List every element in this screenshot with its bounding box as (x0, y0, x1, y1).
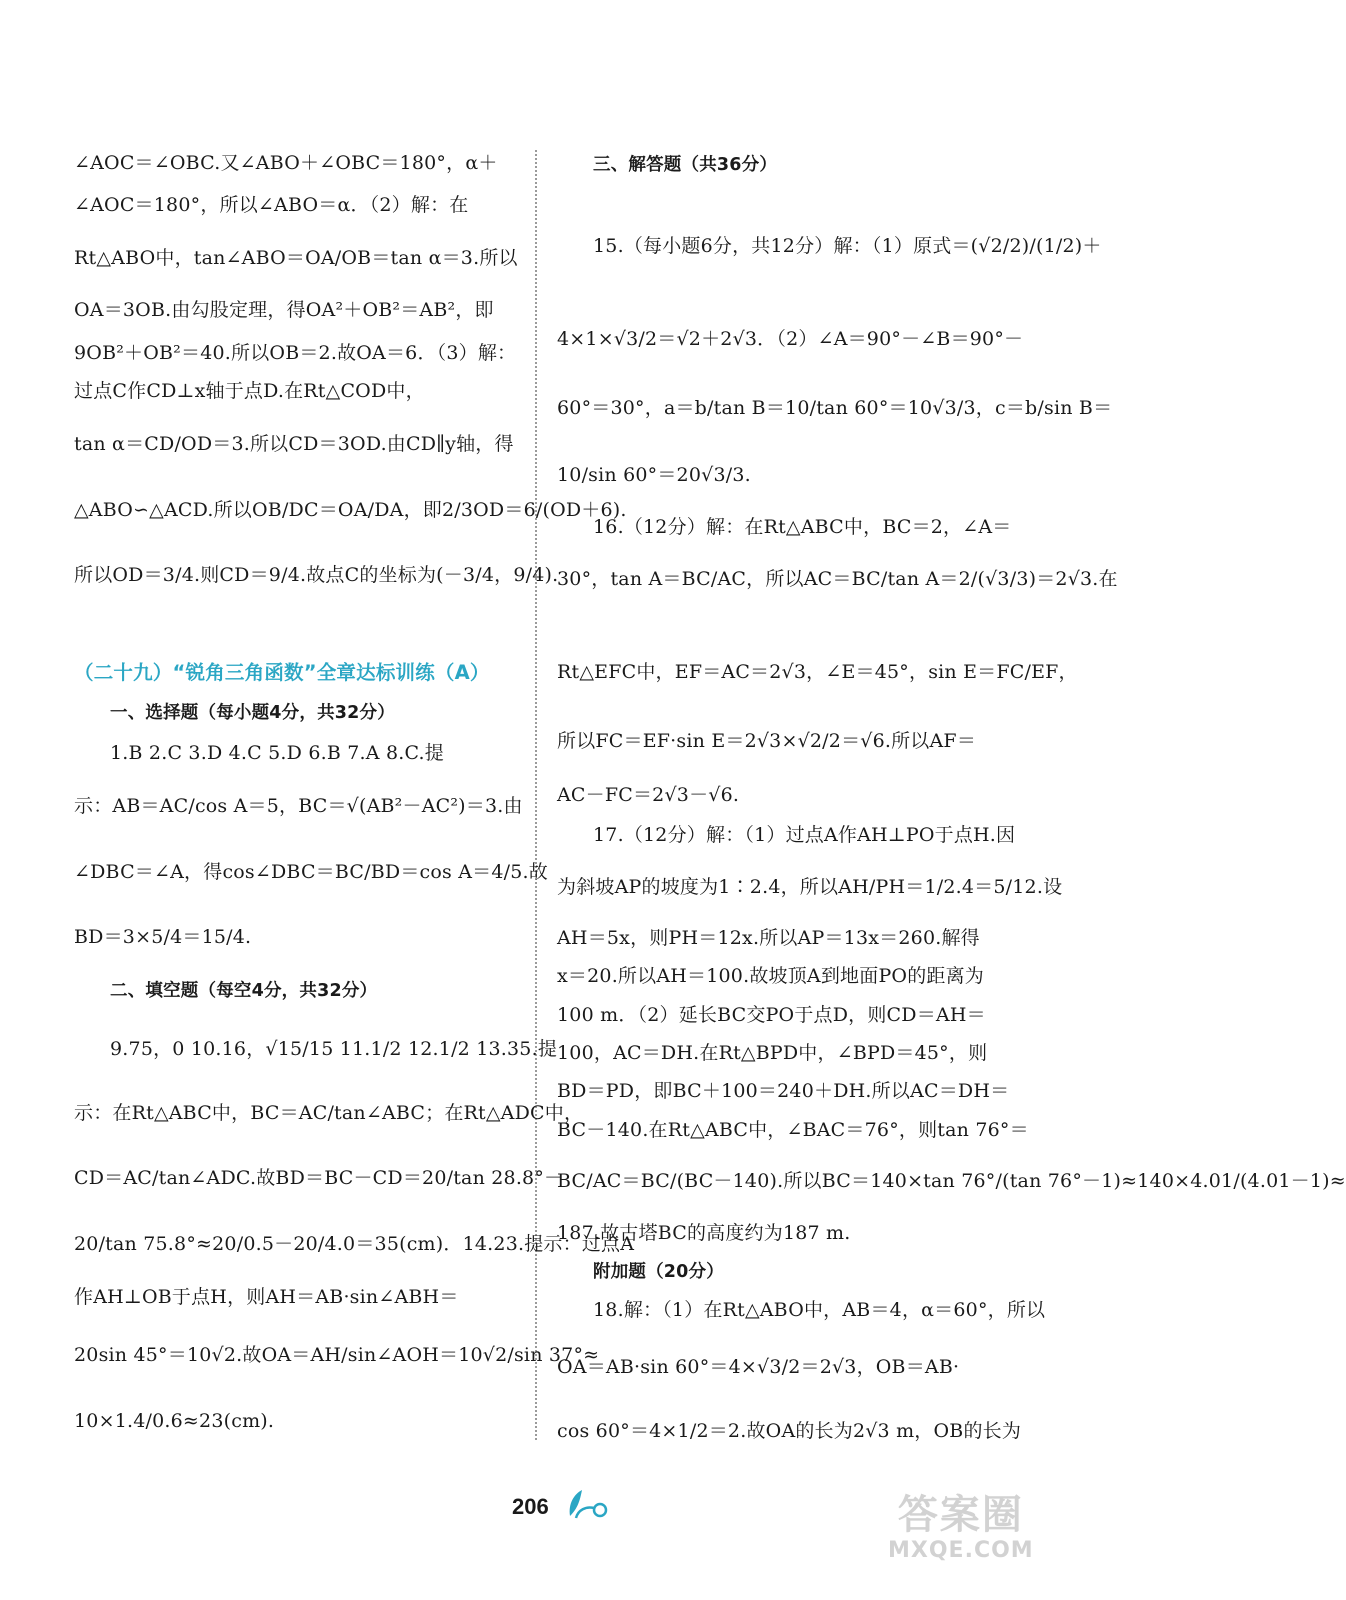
text-line: 为斜坡AP的坡度为1∶2.4，所以AH/PH＝1/2.4＝5/12.设 (557, 876, 1063, 898)
text-line: x＝20.所以AH＝100.故坡顶A到地面PO的距离为 (557, 965, 985, 987)
choice-line: 1.B 2.C 3.D 4.C 5.D 6.B 7.A 8.C.提 (110, 742, 444, 764)
text-line: 所以OD＝3/4.则CD＝9/4.故点C的坐标为(－3/4，9/4). (74, 564, 559, 586)
text-line: 100 m．（2）延长BC交PO于点D，则CD＝AH＝ (557, 1004, 986, 1026)
watermark-logo: 答案圈 (897, 1492, 1024, 1538)
text-line: Rt△EFC中，EF＝AC＝2√3，∠E＝45°，sin E＝FC/EF， (557, 661, 1078, 683)
text-line: 9OB²＋OB²＝40.所以OB＝2.故OA＝6．（3）解： (74, 342, 517, 364)
choice-line: BD＝3×5/4＝15/4. (74, 926, 252, 948)
answer-heading: 三、解答题（共36分） (593, 155, 778, 175)
text-line: BD＝PD，即BC＋100＝240＋DH.所以AC＝DH＝ (557, 1080, 1010, 1102)
extra-line: cos 60°＝4×1/2＝2.故OA的长为2√3 m，OB的长为 (557, 1420, 1022, 1442)
fill-heading: 二、填空题（每空4分，共32分） (110, 981, 378, 1001)
leaf-swirl-icon (564, 1486, 612, 1522)
text-line: 15.（每小题6分，共12分）解：（1）原式＝(√2/2)/(1/2)＋ (593, 235, 1102, 257)
fill-line: 示：在Rt△ABC中，BC＝AC/tan∠ABC；在Rt△ADC中， (74, 1102, 584, 1124)
text-line: BC－140.在Rt△ABC中，∠BAC＝76°，则tan 76°＝ (557, 1119, 1029, 1141)
text-line: 30°，tan A＝BC/AC，所以AC＝BC/tan A＝2/(√3/3)＝2√3.在 (557, 568, 1118, 590)
watermark-url: MXQE.COM (888, 1538, 1034, 1563)
page-number: 206 (512, 1494, 549, 1519)
text-line: tan α＝CD/OD＝3.所以CD＝3OD.由CD∥y轴，得 (74, 433, 514, 455)
text-line: BC/AC＝BC/(BC－140).所以BC＝140×tan 76°/(tan 76°－1)≈140×4.01/(4.01－1)≈ (557, 1170, 1346, 1192)
text-line: 过点C作CD⊥x轴于点D.在Rt△COD中， (74, 380, 425, 402)
section-title: （二十九）“锐角三角函数”全章达标训练（A） (74, 661, 490, 684)
text-line: ∠AOC＝180°，所以∠ABO＝α．（2）解：在 (74, 194, 469, 216)
text-line: OA＝3OB.由勾股定理，得OA²＋OB²＝AB²，即 (74, 299, 494, 321)
choice-heading: 一、选择题（每小题4分，共32分） (110, 703, 395, 723)
text-line: 100，AC＝DH.在Rt△BPD中，∠BPD＝45°，则 (557, 1042, 988, 1064)
text-line: ∠AOC＝∠OBC.又∠ABO＋∠OBC＝180°，α＋ (74, 152, 498, 174)
fill-line: CD＝AC/tan∠ADC.故BD＝BC－CD＝20/tan 28.8°－ (74, 1167, 564, 1189)
text-line: 10/sin 60°＝20√3/3. (557, 464, 751, 486)
text-line: AC－FC＝2√3－√6. (557, 784, 740, 806)
text-line: 16.（12分）解：在Rt△ABC中，BC＝2，∠A＝ (593, 516, 1012, 538)
extra-line: 18.解：（1）在Rt△ABO中，AB＝4，α＝60°，所以 (593, 1299, 1046, 1321)
fill-line: 20sin 45°＝10√2.故OA＝AH/sin∠AOH＝10√2/sin 37°≈ (74, 1344, 600, 1366)
text-line: △ABO∽△ACD.所以OB/DC＝OA/DA，即2/3OD＝6/(OD＋6). (74, 499, 627, 521)
text-line: 4×1×√3/2＝√2＋2√3．（2）∠A＝90°－∠B＝90°－ (557, 328, 1024, 350)
fill-line: 9.75，0 10.16，√15/15 11.1/2 12.1/2 13.35.提 (110, 1038, 558, 1060)
choice-line: ∠DBC＝∠A，得cos∠DBC＝BC/BD＝cos A＝4/5.故 (74, 861, 548, 883)
choice-line: 示：AB＝AC/cos A＝5，BC＝√(AB²－AC²)＝3.由 (74, 795, 523, 817)
watermark (888, 1492, 1034, 1564)
text-line: AH＝5x，则PH＝12x.所以AP＝13x＝260.解得 (557, 927, 980, 949)
fill-line: 作AH⊥OB于点H，则AH＝AB·sin∠ABH＝ (74, 1286, 459, 1308)
fill-line: 20/tan 75.8°≈20/0.5－20/4.0＝35(cm)．14.23.提示：过点A (74, 1233, 635, 1255)
extra-line: OA＝AB·sin 60°＝4×√3/2＝2√3，OB＝AB· (557, 1356, 960, 1378)
text-line: 187.故古塔BC的高度约为187 m. (557, 1222, 851, 1244)
text-line: 17.（12分）解：（1）过点A作AH⊥PO于点H.因 (593, 824, 1016, 846)
text-line: 所以FC＝EF·sin E＝2√3×√2/2＝√6.所以AF＝ (557, 730, 977, 752)
text-line: 60°＝30°，a＝b/tan B＝10/tan 60°＝10√3/3，c＝b/sin B＝ (557, 397, 1113, 419)
extra-heading: 附加题（20分） (593, 1262, 724, 1282)
text-line: Rt△ABO中，tan∠ABO＝OA/OB＝tan α＝3.所以 (74, 247, 518, 269)
fill-line: 10×1.4/0.6≈23(cm). (74, 1410, 275, 1432)
